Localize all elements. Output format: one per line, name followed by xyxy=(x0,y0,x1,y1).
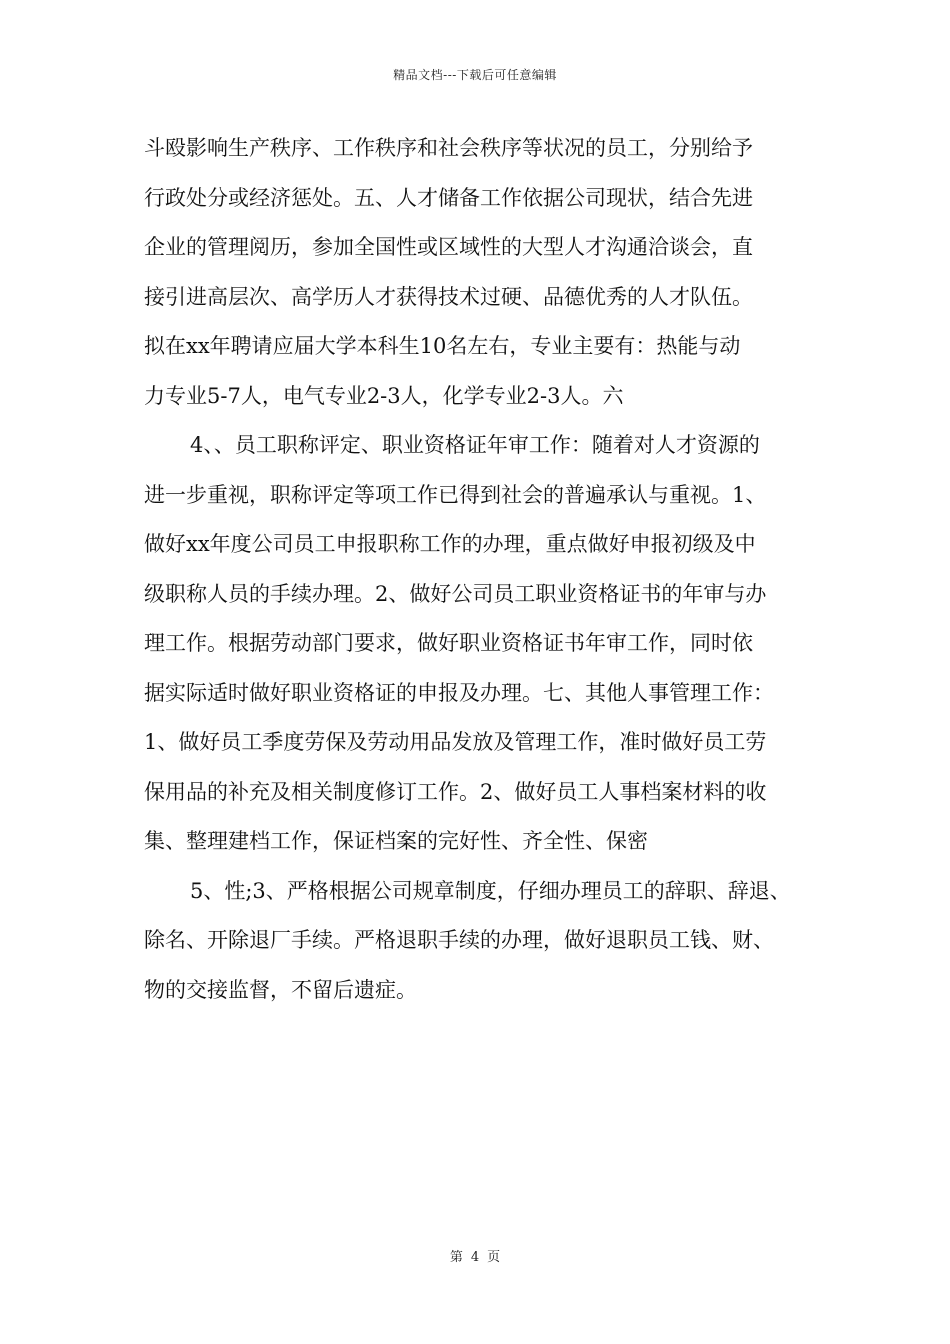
page-number: 4 xyxy=(470,1250,480,1265)
text-line: 进一步重视，职称评定等项工作已得到社会的普遍承认与重视。1、 xyxy=(144,482,767,507)
text-line: 据实际适时做好职业资格证的申报及办理。七、其他人事管理工作： xyxy=(144,680,774,705)
text-line: 集、整理建档工作，保证档案的完好性、齐全性、保密 xyxy=(144,829,648,853)
page-footer xyxy=(0,1246,950,1265)
text-line: 1、做好员工季度劳保及劳动用品发放及管理工作，准时做好员工劳 xyxy=(144,730,767,754)
document-body xyxy=(144,128,814,1019)
text-line: 拟在xx年聘请应届大学本科生10名左右，专业主要有：热能与动 xyxy=(144,334,741,358)
text-line: 除名、开除退厂手续。严格退职手续的办理，做好退职员工钱、财、 xyxy=(144,928,774,952)
page-number-suffix: 页 xyxy=(487,1250,501,1265)
text-line: 保用品的补充及相关制度修订工作。2、做好员工人事档案材料的收 xyxy=(144,779,767,804)
text-line: 行政处分或经济惩处。五、人才储备工作依据公司现状，结合先进 xyxy=(144,185,753,210)
text-line: 接引进高层次、高学历人才获得技术过硬、品德优秀的人才队伍。 xyxy=(144,284,753,309)
text-line: 理工作。根据劳动部门要求，做好职业资格证书年审工作，同时依 xyxy=(144,631,753,655)
page-number-prefix: 第 xyxy=(449,1250,463,1265)
text-line: 企业的管理阅历，参加全国性或区域性的大型人才沟通洽谈会，直 xyxy=(144,235,753,259)
page-header: 精品文档---下载后可任意编辑 xyxy=(393,68,557,82)
paragraph-start-line: 5、性;3、严格根据公司规章制度，仔细办理员工的辞职、辞退、 xyxy=(190,878,791,903)
text-line: 做好xx年度公司员工申报职称工作的办理，重点做好申报初级及中 xyxy=(144,532,756,556)
text-line: 级职称人员的手续办理。2、做好公司员工职业资格证书的年审与办 xyxy=(144,581,767,606)
text-line: 物的交接监督，不留后遗症。 xyxy=(144,977,417,1002)
text-line: 力专业5-7人，电气专业2-3人，化学专业2-3人。六 xyxy=(144,383,624,408)
text-line: 斗殴影响生产秩序、工作秩序和社会秩序等状况的员工，分别给予 xyxy=(144,136,753,160)
paragraph-start-line: 4、、员工职称评定、职业资格证年审工作：随着对人才资源的 xyxy=(190,433,760,457)
